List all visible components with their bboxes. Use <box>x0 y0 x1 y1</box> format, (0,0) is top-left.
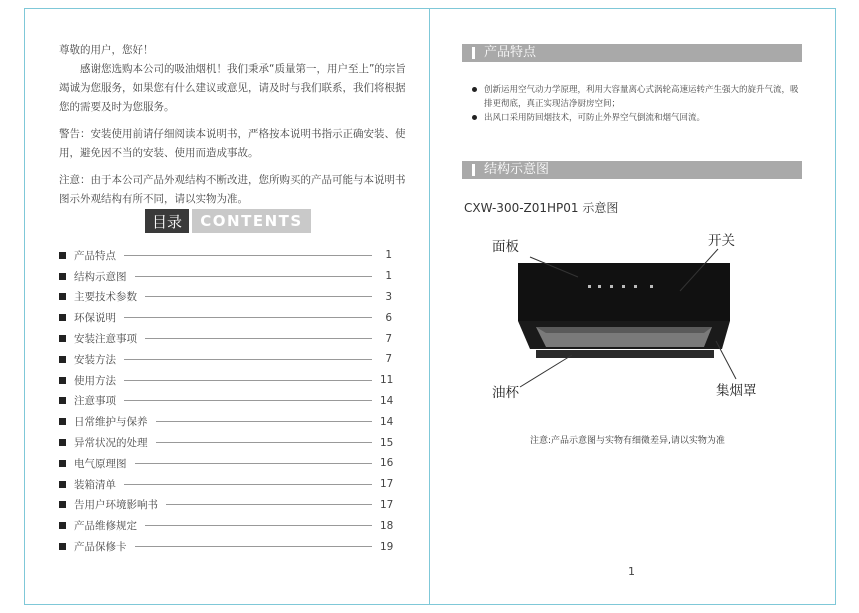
toc-item-page: 17 <box>380 478 394 491</box>
warning-paragraph: 警告：安装使用前请仔细阅读本说明书，严格按本说明书指示正确安装、使用，避免因不当的安装、使用而造成事故。 <box>59 128 406 159</box>
intro-text <box>59 41 409 209</box>
bullet-square-icon <box>59 314 66 321</box>
section-marker <box>472 47 475 59</box>
toc-item-page: 18 <box>380 519 394 532</box>
oil-cup-label: 油杯 <box>492 385 519 401</box>
bullet-square-icon <box>59 481 66 488</box>
toc-item-page: 14 <box>380 394 394 407</box>
toc-row <box>59 307 392 328</box>
toc-item-label: 日常维护与保养 <box>74 416 148 429</box>
toc-item-label: 产品特点 <box>74 249 116 262</box>
toc-item-page: 16 <box>380 457 394 470</box>
left-page <box>24 8 430 605</box>
section-marker <box>472 164 475 176</box>
toc-row <box>59 515 392 536</box>
leader-line <box>156 442 373 443</box>
toc-item-label: 产品维修规定 <box>74 520 137 533</box>
bullet-icon <box>472 115 477 120</box>
toc-row <box>59 349 392 370</box>
toc-item-label: 主要技术参数 <box>74 291 137 304</box>
toc-item-page: 3 <box>385 290 392 303</box>
leader-line <box>124 484 372 485</box>
leader-line <box>124 255 372 256</box>
leader-line <box>135 546 373 547</box>
toc-row <box>59 432 392 453</box>
toc-item-page: 6 <box>385 311 392 324</box>
page-number: 1 <box>628 565 635 578</box>
bullet-square-icon <box>59 293 66 300</box>
leader-line <box>145 338 372 339</box>
feature-item <box>470 83 800 111</box>
toc-item-page: 11 <box>380 374 394 387</box>
greeting: 尊敬的用户，您好！ <box>59 44 154 56</box>
oil-cup-callout-line <box>520 355 572 387</box>
toc-row <box>59 536 392 557</box>
toc-item-page: 15 <box>380 436 394 449</box>
toc-row <box>59 287 392 308</box>
toc-item-page: 19 <box>380 540 394 553</box>
leader-line <box>124 317 372 318</box>
hood-label: 集烟罩 <box>716 383 757 399</box>
toc-item-page: 17 <box>380 498 394 511</box>
bullet-icon <box>472 87 477 92</box>
right-page <box>429 8 836 605</box>
toc-item-label: 使用方法 <box>74 374 116 387</box>
toc-item-label: 安装方法 <box>74 353 116 366</box>
bullet-square-icon <box>59 377 66 384</box>
leader-line <box>135 463 373 464</box>
range-hood-diagram <box>490 229 790 419</box>
leader-line <box>124 359 372 360</box>
feature-text: 出风口采用防回烟技术，可防止外界空气倒流和烟气回流。 <box>484 113 706 123</box>
structure-title: 结构示意图 <box>484 162 550 177</box>
leader-line <box>135 276 373 277</box>
toc-item-label: 装箱清单 <box>74 478 116 491</box>
leader-line <box>145 525 372 526</box>
toc-item-label: 异常状况的处理 <box>74 437 148 450</box>
toc-item-page: 1 <box>385 249 392 262</box>
toc-row <box>59 370 392 391</box>
toc-item-label: 注意事项 <box>74 395 116 408</box>
features-section-bar <box>462 44 802 62</box>
toc-item-page: 1 <box>385 270 392 283</box>
thanks-paragraph: 感谢您选购本公司的吸油烟机！我们秉承“质量第一，用户至上”的宗旨竭诚为您服务，如果您有什么建议或意见，请及时与我们联系，我们将根据您的需要及时为您服务。 <box>59 63 406 113</box>
panel-label: 面板 <box>492 239 519 255</box>
hood-callout-line <box>716 341 736 379</box>
bullet-square-icon <box>59 252 66 259</box>
notice-paragraph: 注意：由于本公司产品外观结构不断改进，您所购买的产品可能与本说明书图示外观结构有所不同，请以实物为准。 <box>59 174 406 205</box>
bullet-square-icon <box>59 439 66 446</box>
bullet-square-icon <box>59 356 66 363</box>
bullet-square-icon <box>59 543 66 550</box>
toc-row <box>59 328 392 349</box>
toc-row <box>59 411 392 432</box>
toc-item-label: 告用户环境影响书 <box>74 499 158 512</box>
features-list <box>470 83 800 125</box>
toc-item-page: 14 <box>380 415 394 428</box>
toc-row <box>59 245 392 266</box>
toc-row <box>59 474 392 495</box>
model-caption: CXW-300-Z01HP01 示意图 <box>464 201 619 215</box>
bullet-square-icon <box>59 501 66 508</box>
toc-item-label: 电气原理图 <box>74 457 127 470</box>
bullet-square-icon <box>59 335 66 342</box>
toc-row <box>59 495 392 516</box>
toc-heading <box>145 209 311 233</box>
leader-line <box>145 296 372 297</box>
structure-section-bar <box>462 161 802 179</box>
leader-line <box>124 380 372 381</box>
toc-item-label: 结构示意图 <box>74 270 127 283</box>
toc-item-label: 产品保修卡 <box>74 541 127 554</box>
bullet-square-icon <box>59 273 66 280</box>
bullet-square-icon <box>59 522 66 529</box>
switch-label: 开关 <box>708 233 735 249</box>
toc-item-label: 安装注意事项 <box>74 333 137 346</box>
bullet-square-icon <box>59 460 66 467</box>
toc-item-label: 环保说明 <box>74 312 116 325</box>
table-of-contents <box>59 245 392 557</box>
leader-line <box>124 400 372 401</box>
toc-item-page: 7 <box>385 353 392 366</box>
toc-row <box>59 266 392 287</box>
oil-cup <box>536 350 714 358</box>
hood-body <box>518 263 730 321</box>
leader-line <box>156 421 373 422</box>
features-title: 产品特点 <box>484 45 537 60</box>
toc-row <box>59 453 392 474</box>
toc-item-page: 7 <box>385 332 392 345</box>
toc-title-en: CONTENTS <box>192 209 311 233</box>
feature-item <box>470 111 800 125</box>
leader-line <box>166 504 372 505</box>
toc-row <box>59 391 392 412</box>
toc-title-cn: 目录 <box>145 209 189 233</box>
diagram-note: 注意:产品示意图与实物有细微差异,请以实物为准 <box>530 436 725 446</box>
bullet-square-icon <box>59 397 66 404</box>
bullet-square-icon <box>59 418 66 425</box>
feature-text: 创新运用空气动力学原理，利用大容量离心式涡轮高速运转产生强大的旋升气流，吸排更彻底，真正实现洁净厨房空间； <box>484 85 799 109</box>
